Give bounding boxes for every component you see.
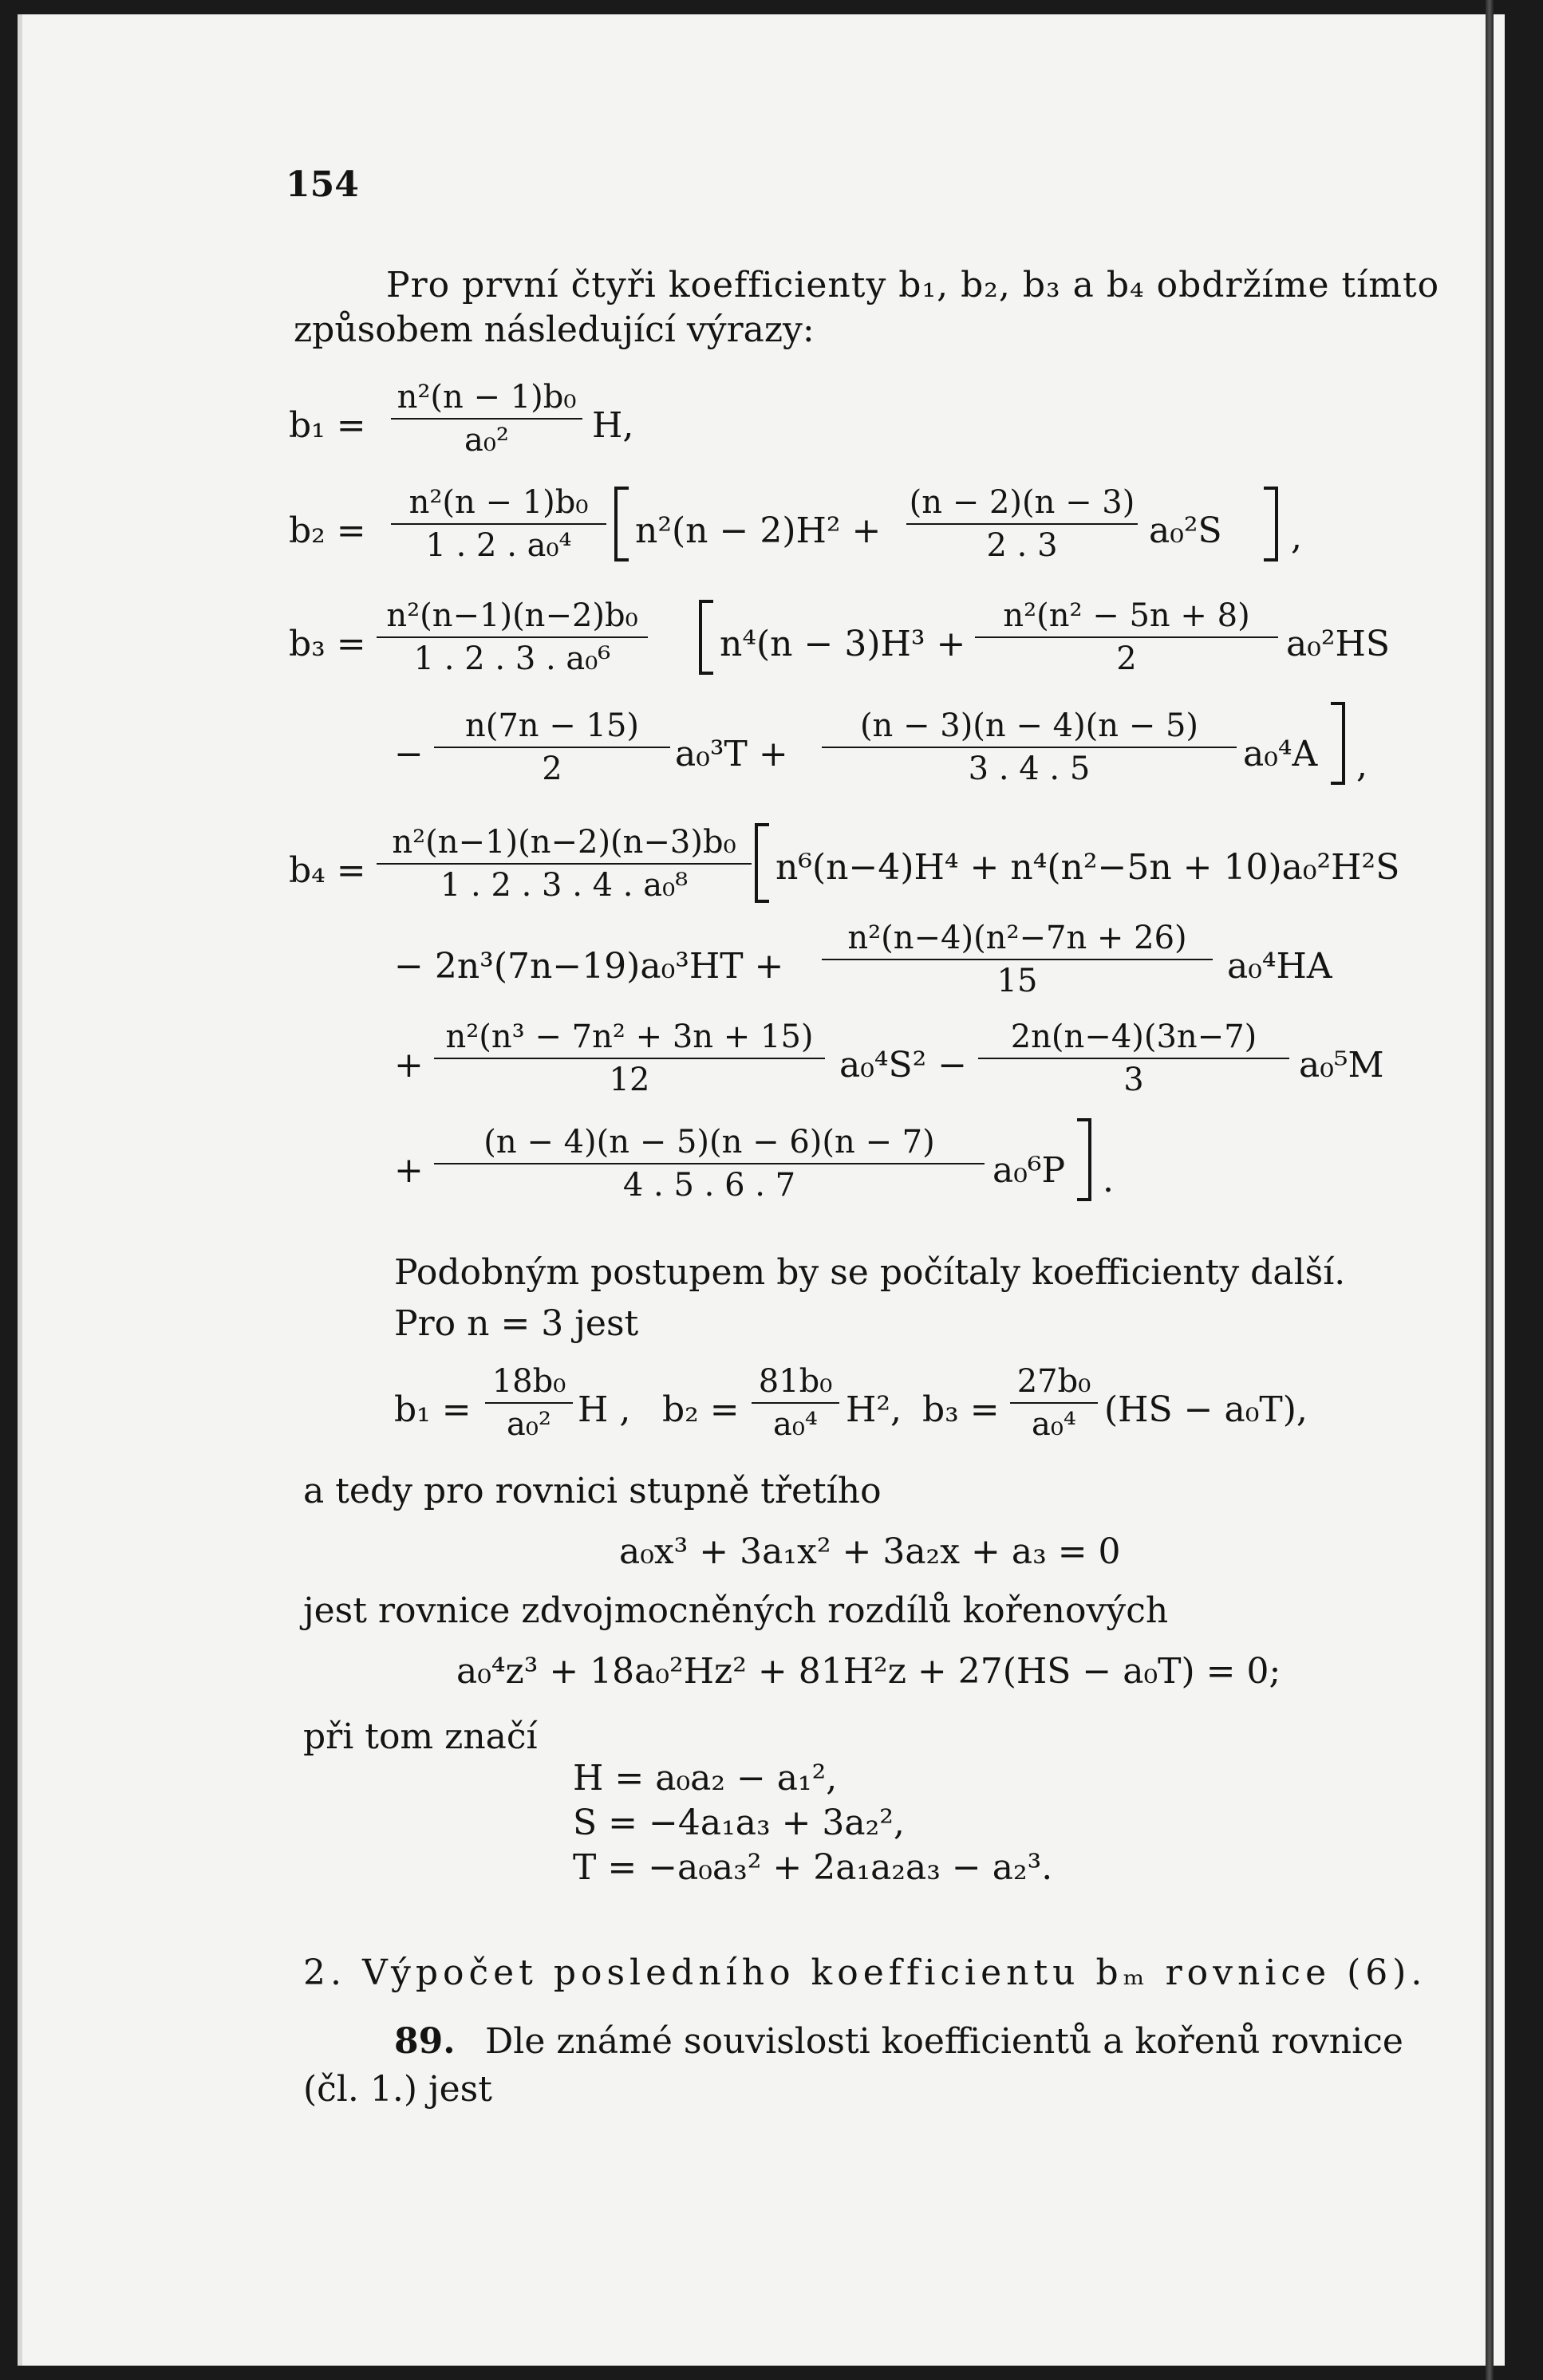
b4-l2-tail: a₀⁴HA: [1227, 946, 1332, 987]
b1-numerator: n²(n − 1)b₀: [397, 379, 577, 416]
b3-term1: n⁴(n − 3)H³ +: [720, 624, 966, 664]
b4-l3-f2-denominator: 3: [1123, 1062, 1144, 1098]
b4-l3-f2-numerator: 2n(n−4)(3n−7): [1010, 1019, 1257, 1055]
b3-inner-denominator: 2: [1116, 640, 1137, 677]
n3-b3-fraction: [1010, 1363, 1098, 1443]
n3-b1-denominator: a₀²: [507, 1406, 551, 1443]
b2-inner-numerator: (n − 2)(n − 3): [909, 484, 1135, 521]
where-text: při tom značí: [303, 1716, 538, 1757]
paragraph-number: 89.: [394, 2021, 456, 2062]
b4-term1: n⁶(n−4)H⁴ + n⁴(n²−5n + 10)a₀²H²S: [775, 847, 1400, 888]
b4-l2-start: − 2n³(7n−19)a₀³HT +: [394, 946, 784, 987]
n3-b2-numerator: 81b₀: [758, 1363, 833, 1400]
b2-term1: n²(n − 2)H² +: [635, 510, 882, 551]
b4-end: .: [1103, 1160, 1114, 1200]
n3-b2-tail: H²,: [846, 1389, 902, 1430]
book-spine-edge: [1486, 0, 1494, 2380]
b4-numerator: n²(n−1)(n−2)(n−3)b₀: [392, 824, 736, 861]
b4-denominator: 1 . 2 . 3 . 4 . a₀⁸: [440, 867, 689, 904]
b3-inner-numerator: n²(n² − 5n + 8): [1003, 597, 1250, 634]
b3-numerator: n²(n−1)(n−2)b₀: [386, 597, 638, 634]
for-n3-text: Pro n = 3 jest: [394, 1303, 639, 1344]
b3-end: ,: [1356, 745, 1367, 786]
b4-l4-denominator: 4 . 5 . 6 . 7: [622, 1167, 796, 1204]
n3-b3-numerator: 27b₀: [1016, 1363, 1091, 1400]
b1-fraction: [391, 379, 582, 459]
paragraph-line-2: (čl. 1.) jest: [303, 2069, 492, 2110]
n3-b2-denominator: a₀⁴: [773, 1406, 818, 1443]
b4-open-bracket: [755, 823, 769, 903]
page-number: 154: [286, 164, 359, 205]
b4-l2-numerator: n²(n−4)(n²−7n + 26): [847, 920, 1187, 956]
cubic-equation-2: a₀⁴z³ + 18a₀²Hz² + 81H²z + 27(HS − a₀T) = 0;: [456, 1651, 1281, 1692]
b4-l4-plus: +: [394, 1150, 424, 1191]
similar-text: Podobným postupem by se počítaly koefficienty další.: [394, 1252, 1346, 1293]
b3-lhs: b₃ =: [289, 624, 366, 664]
b2-tail: a₀²S: [1149, 510, 1222, 551]
b3-l2-mid: a₀³T +: [675, 734, 788, 774]
b4-l4-fraction: [434, 1124, 985, 1204]
b3-l2-fraction-2: [822, 707, 1237, 787]
b2-denominator: 1 . 2 . a₀⁴: [425, 527, 572, 564]
b3-l2-f1-numerator: n(7n − 15): [464, 707, 640, 744]
b2-fraction: [391, 484, 606, 564]
b3-close-bracket: [1331, 702, 1345, 785]
b4-l2-denominator: 15: [996, 963, 1038, 999]
b3-l2-f1-denominator: 2: [542, 751, 562, 787]
b3-l2-fraction-1: [434, 707, 670, 787]
n3-b2-fraction: [752, 1363, 839, 1443]
b4-l3-fraction-1: [434, 1021, 825, 1096]
b3-open-bracket: [699, 600, 713, 675]
n3-b1-lhs: b₁ =: [394, 1389, 472, 1430]
b1-tail: H,: [592, 405, 634, 446]
b3-tail: a₀²HS: [1286, 624, 1391, 664]
b2-inner-fraction: [906, 484, 1138, 564]
b4-l3-f1-numerator: n²(n³ − 7n² + 3n + 15): [445, 1019, 814, 1055]
b4-l3-fraction-2: [978, 1021, 1289, 1096]
n3-b1-tail: H ,: [578, 1389, 631, 1430]
b3-inner-fraction: [975, 597, 1278, 677]
n3-b3-lhs: b₃ =: [922, 1389, 1000, 1430]
b2-open-bracket: [614, 487, 629, 562]
book-page: [18, 14, 1505, 2366]
cubic-intro-2: jest rovnice zdvojmocněných rozdílů kořenových: [303, 1590, 1169, 1631]
b2-close-bracket: [1264, 487, 1278, 562]
intro-line-1: Pro první čtyři koefficienty b₁, b₂, b₃ a b₄ obdržíme tímto: [386, 265, 1440, 305]
b4-l4-numerator: (n − 4)(n − 5)(n − 6)(n − 7): [483, 1124, 935, 1160]
b2-numerator: n²(n − 1)b₀: [408, 484, 589, 521]
b4-l3-f1-denominator: 12: [609, 1062, 650, 1098]
intro-line-2: způsobem následující výrazy:: [294, 309, 815, 350]
def-h: H = a₀a₂ − a₁²,: [573, 1758, 838, 1799]
b1-lhs: b₁ =: [289, 405, 366, 446]
b3-denominator: 1 . 2 . 3 . a₀⁶: [413, 640, 611, 677]
b3-fraction: [377, 597, 648, 677]
n3-b1-numerator: 18b₀: [491, 1363, 566, 1400]
b3-l2-f2-denominator: 3 . 4 . 5: [968, 751, 1091, 787]
n3-b1-fraction: [485, 1363, 573, 1443]
def-t: T = −a₀a₃² + 2a₁a₂a₃ − a₂³.: [573, 1847, 1053, 1888]
b4-l3-plus: +: [394, 1045, 424, 1086]
b2-lhs: b₂ =: [289, 510, 366, 551]
b4-lhs: b₄ =: [289, 850, 366, 891]
cubic-equation: a₀x³ + 3a₁x² + 3a₂x + a₃ = 0: [619, 1531, 1121, 1572]
b3-l2-tail: a₀⁴A: [1243, 734, 1318, 774]
n3-b3-tail: (HS − a₀T),: [1104, 1389, 1308, 1430]
b4-l2-fraction: [822, 922, 1213, 997]
b4-l3-mid: a₀⁴S² −: [839, 1045, 968, 1086]
b4-l4-tail: a₀⁶P: [992, 1150, 1066, 1191]
b4-close-bracket: [1077, 1118, 1091, 1201]
def-s: S = −4a₁a₃ + 3a₂²,: [573, 1803, 905, 1843]
b2-end: ,: [1291, 517, 1302, 558]
b1-denominator: a₀²: [464, 422, 509, 459]
b4-l3-tail: a₀⁵M: [1299, 1045, 1384, 1086]
n3-b2-lhs: b₂ =: [662, 1389, 740, 1430]
b3-l2-f2-numerator: (n − 3)(n − 4)(n − 5): [859, 707, 1199, 744]
b2-inner-denominator: 2 . 3: [986, 527, 1058, 564]
section-heading: 2. Výpočet posledního koefficientu bₘ rovnice (6).: [303, 1952, 1427, 1993]
b4-fraction: [377, 824, 752, 904]
cubic-intro: a tedy pro rovnici stupně třetího: [303, 1471, 882, 1511]
n3-b3-denominator: a₀⁴: [1032, 1406, 1076, 1443]
b3-l2-minus: −: [394, 734, 424, 774]
paragraph-line-1: Dle známé souvislosti koefficientů a kořenů rovnice: [485, 2021, 1403, 2062]
